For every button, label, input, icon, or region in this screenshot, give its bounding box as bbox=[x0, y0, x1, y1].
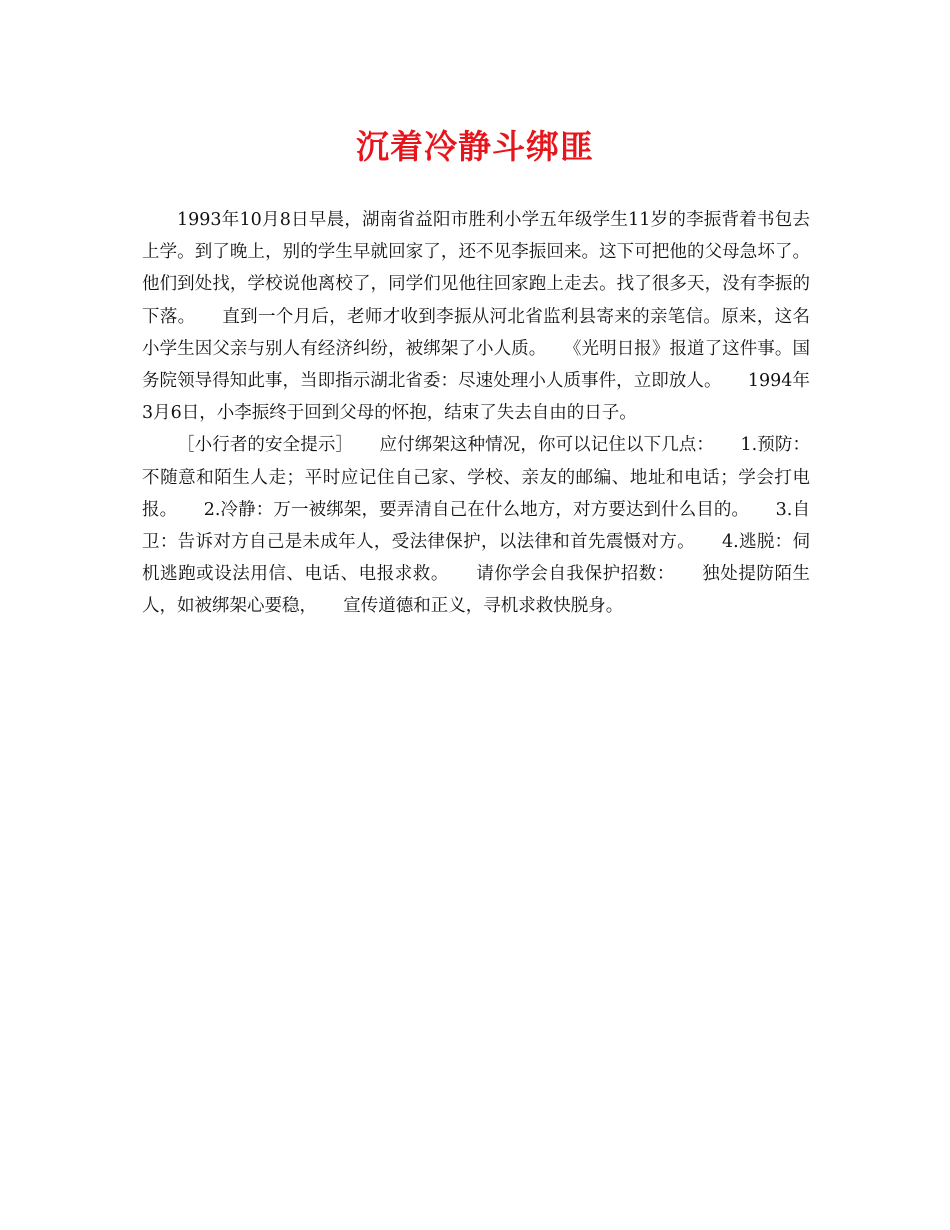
document-body bbox=[142, 204, 810, 623]
document-title: 沉着冷静斗绑匪 bbox=[356, 127, 594, 166]
safety-tips-paragraph: ［小行者的安全提示］ 应付绑架这种情况，你可以记住以下几点： 1.预防：不随意和陌生人走；平时应记住自己家、学校、亲友的邮编、地址和电话；学会打电报。 2.冷静：万一被绑架，要弄清自己在什么地方，对方要达到什么目的。 3.自卫：告诉对方自己是未成年人，受法律保护，以法律和首先震慑对方。 4.逃脱：伺机逃跑或设法用信、电话、电报求救。 请你学会自我保护招数： 独处提防陌生人，如被绑架心要稳， 宣传道德和正义，寻机求救快脱身。 bbox=[142, 435, 810, 617]
story-paragraph: 1993年10月8日早晨，湖南省益阳市胜利小学五年级学生11岁的李振背着书包去上学。到了晚上，别的学生早就回家了，还不见李振回来。这下可把他的父母急坏了。他们到处找，学校说他离校了，同学们见他往回家跑上走去。找了很多天，没有李振的下落。 直到一个月后，老师才收到李振从河北省监利县寄来的亲笔信。原来，这名小学生因父亲与别人有经济纠纷，被绑架了小人质。 《光明日报》报道了这件事。国务院领导得知此事，当即指示湖北省委：尽速处理小人质事件，立即放人。 1994年3月6日，小李振终于回到父母的怀抱，结束了失去自由的日子。 bbox=[142, 210, 810, 424]
